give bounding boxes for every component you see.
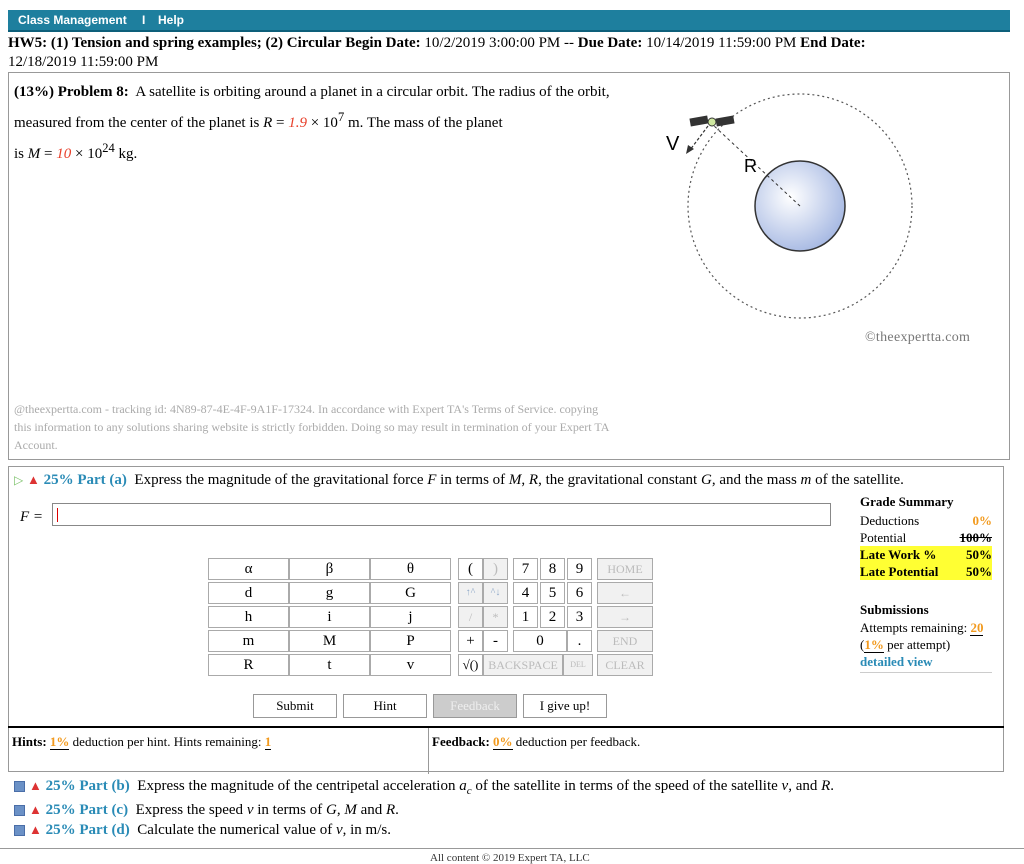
problem-number: Problem 8: xyxy=(57,84,129,100)
top-nav-bar xyxy=(8,10,1010,32)
part-b-R: R xyxy=(821,778,831,794)
problem-percent: (13%) xyxy=(14,84,54,100)
key-4[interactable]: 4 xyxy=(513,582,538,604)
equals: = xyxy=(44,146,53,162)
times-ten: × 10 xyxy=(74,146,103,162)
key-backspace[interactable]: BACKSPACE xyxy=(483,654,563,676)
key-G[interactable]: G xyxy=(370,582,451,604)
collapsed-icon[interactable] xyxy=(14,781,25,792)
key-2[interactable]: 2 xyxy=(540,606,565,628)
key-3[interactable]: 3 xyxy=(567,606,592,628)
hints-label: Hints: xyxy=(12,734,47,749)
key-R[interactable]: R xyxy=(208,654,289,676)
part-b-text: Express the magnitude of the centripetal acceleration xyxy=(137,778,456,794)
collapsed-icon[interactable] xyxy=(14,805,25,816)
feedback-deduction: 0% xyxy=(493,734,513,749)
problem-statement xyxy=(14,80,624,167)
potential-row xyxy=(860,529,992,546)
part-d-text: Calculate the numerical value of xyxy=(137,822,333,838)
part-a-prompt-G: G xyxy=(700,472,712,488)
part-b-accel: a xyxy=(459,778,467,794)
key-subscript[interactable]: ^↓ xyxy=(483,582,508,604)
submissions-title: Submissions xyxy=(860,602,929,617)
key-home[interactable]: HOME xyxy=(597,558,653,580)
part-b-text3: , and xyxy=(788,778,818,794)
part-a-label: 25% Part (a) xyxy=(43,472,127,488)
answer-input[interactable] xyxy=(52,503,831,526)
radius-symbol: R xyxy=(263,115,273,131)
key-open-paren[interactable]: ( xyxy=(458,558,483,580)
class-management-link[interactable]: Class Management xyxy=(18,13,127,27)
attempts-label: Attempts remaining: xyxy=(860,620,968,635)
key-v[interactable]: v xyxy=(370,654,451,676)
problem-text-line1: A satellite is orbiting around a planet in a circular orbit. The radius of xyxy=(135,84,552,100)
warning-icon: ▲ xyxy=(29,822,42,837)
key-h[interactable]: h xyxy=(208,606,289,628)
paren: ( xyxy=(860,637,865,652)
key-8[interactable]: 8 xyxy=(540,558,565,580)
part-a-prompt-m: m xyxy=(800,472,812,488)
grade-summary-title: Grade Summary xyxy=(860,494,954,509)
submit-button[interactable]: Submit xyxy=(253,694,337,718)
key-end[interactable]: END xyxy=(597,630,653,652)
part-b-label: 25% Part (b) xyxy=(45,778,130,794)
part-d-label: 25% Part (d) xyxy=(45,822,130,838)
problem-text-line2: the orbit, measured from the center of the planet is xyxy=(14,84,610,131)
footer-copyright: All content © 2019 Expert TA, LLC xyxy=(430,852,590,864)
part-a-prompt-M: M xyxy=(508,472,522,488)
late-potential-label: Late Potential xyxy=(860,564,939,579)
part-a-prompt-3: , the gravitational constant xyxy=(538,472,698,488)
deductions-row xyxy=(860,512,992,529)
part-d-row[interactable] xyxy=(14,822,391,839)
part-c-and: and xyxy=(360,802,383,818)
key-superscript[interactable]: ↑^ xyxy=(458,582,483,604)
begin-label: Begin Date: xyxy=(345,35,421,51)
part-a-prompt-1: Express the magnitude of the gravitational force xyxy=(134,472,424,488)
late-work-value: 50% xyxy=(966,547,992,562)
late-potential-row xyxy=(860,563,992,580)
hw-title: HW5: (1) Tension and spring examples; (2) Circular xyxy=(8,35,342,51)
part-d-text2: , in m/s. xyxy=(342,822,391,838)
feedback-info xyxy=(432,734,640,750)
part-a-prompt-F: F xyxy=(427,472,437,488)
key-m[interactable]: m xyxy=(208,630,289,652)
mass-symbol: M xyxy=(27,146,41,162)
key-M[interactable]: M xyxy=(289,630,370,652)
velocity-label: V xyxy=(666,133,680,155)
warning-icon: ▲ xyxy=(26,472,40,487)
part-a-comma: , xyxy=(521,472,526,488)
late-potential-value: 50% xyxy=(966,564,992,579)
part-c-text: Express the speed xyxy=(135,802,244,818)
key-alpha[interactable]: α xyxy=(208,558,289,580)
key-right-arrow[interactable]: → xyxy=(597,606,653,628)
orbit-diagram xyxy=(660,90,940,330)
hints-feedback-row xyxy=(8,726,1004,774)
key-j[interactable]: j xyxy=(370,606,451,628)
part-a-prompt-2: in terms of xyxy=(440,472,506,488)
feedback-label: Feedback: xyxy=(432,734,490,749)
part-b-row[interactable] xyxy=(14,778,834,797)
expand-arrow-icon[interactable]: ▷ xyxy=(14,473,24,487)
attempts-value: 20 xyxy=(970,620,984,635)
key-minus[interactable]: - xyxy=(483,630,508,652)
part-c-end: . xyxy=(395,802,399,818)
hints-remaining: 1 xyxy=(264,734,272,749)
key-close-paren[interactable]: ) xyxy=(483,558,508,580)
nav-separator: I xyxy=(142,13,146,27)
grade-summary xyxy=(860,494,992,673)
mass-exponent: 24 xyxy=(102,141,115,155)
potential-value: 100% xyxy=(959,530,992,545)
answer-label: F = xyxy=(20,509,44,525)
key-divide[interactable]: / xyxy=(458,606,483,628)
part-a-header xyxy=(14,472,1004,489)
warning-icon: ▲ xyxy=(29,778,42,793)
key-del[interactable]: DEL xyxy=(563,654,593,676)
hint-button[interactable]: Hint xyxy=(343,694,427,718)
radius-label: R xyxy=(744,156,757,176)
radius-value: 1.9 xyxy=(288,115,307,131)
key-plus[interactable]: + xyxy=(458,630,483,652)
assignment-header xyxy=(8,34,1010,72)
late-work-row xyxy=(860,546,992,563)
per-attempt-row xyxy=(860,637,992,654)
attempts-row xyxy=(860,620,992,637)
feedback-text: deduction per feedback. xyxy=(515,734,641,749)
part-a-prompt-4: , and the mass xyxy=(711,472,797,488)
hints-info xyxy=(12,734,271,750)
problem-text-line3: is xyxy=(14,146,25,162)
key-clear[interactable]: CLEAR xyxy=(597,654,653,676)
give-up-button[interactable]: I give up! xyxy=(523,694,607,718)
deductions-label: Deductions xyxy=(860,513,920,528)
hints-deduction: 1% xyxy=(49,734,70,749)
mass-unit: kg. xyxy=(118,146,138,162)
detailed-view-link[interactable]: detailed view xyxy=(860,654,933,669)
key-i[interactable]: i xyxy=(289,606,370,628)
key-decimal[interactable]: . xyxy=(567,630,592,652)
key-6[interactable]: 6 xyxy=(567,582,592,604)
part-a-prompt-5: of the satellite. xyxy=(815,472,904,488)
deductions-value: 0% xyxy=(972,513,992,528)
help-link[interactable]: Help xyxy=(158,13,185,27)
begin-date: 10/2/2019 3:00:00 PM xyxy=(424,35,561,51)
key-t[interactable]: t xyxy=(289,654,370,676)
part-b-text2: of the satellite in terms of the speed of the satellite xyxy=(475,778,778,794)
part-c-v: v xyxy=(246,802,254,818)
part-c-label: 25% Part (c) xyxy=(45,802,129,818)
part-c-row[interactable] xyxy=(14,802,399,819)
divider xyxy=(428,728,429,774)
part-c-comma: , xyxy=(336,802,341,818)
tracking-notice: @theexpertta.com - tracking id: 4N89-87-4E-4F-9A1F-17324. In accordance with Expert TA's Terms of Service. copying this information to any solutions sharing website is strictly forbidden. Doing so may result in termination of your Expert TA Account. xyxy=(14,402,609,452)
key-P[interactable]: P xyxy=(370,630,451,652)
radius-exponent: 7 xyxy=(337,110,345,124)
mass-value: 10 xyxy=(56,146,72,162)
date-dash: -- xyxy=(564,35,575,51)
footer-divider xyxy=(0,848,1024,849)
figure-copyright: ©theexpertta.com xyxy=(865,330,971,345)
key-sqrt[interactable]: √() xyxy=(458,654,483,676)
key-5[interactable]: 5 xyxy=(540,582,565,604)
part-c-R: R xyxy=(386,802,396,818)
end-date: 12/18/2019 11:59:00 PM xyxy=(8,54,159,70)
key-theta[interactable]: θ xyxy=(370,558,451,580)
end-label: End Date: xyxy=(800,35,866,51)
part-c-M: M xyxy=(344,802,357,818)
part-b-sub: c xyxy=(466,785,472,797)
hints-text: deduction per hint. Hints remaining: xyxy=(72,734,262,749)
key-d[interactable]: d xyxy=(208,582,289,604)
feedback-button[interactable]: Feedback xyxy=(433,694,517,718)
potential-label: Potential xyxy=(860,530,907,545)
due-date: 10/14/2019 11:59:00 PM xyxy=(646,35,797,51)
equals: = xyxy=(276,115,285,131)
key-beta[interactable]: β xyxy=(289,558,370,580)
radius-unit: m. The mass of the planet xyxy=(347,115,503,131)
part-c-G: G xyxy=(325,802,337,818)
part-a-prompt-R: R xyxy=(528,472,539,488)
key-1[interactable]: 1 xyxy=(513,606,538,628)
collapsed-icon[interactable] xyxy=(14,825,25,836)
key-9[interactable]: 9 xyxy=(567,558,592,580)
due-label: Due Date: xyxy=(577,35,643,51)
velocity-arrow xyxy=(690,126,708,150)
key-left-arrow[interactable]: ← xyxy=(597,582,653,604)
key-7[interactable]: 7 xyxy=(513,558,538,580)
warning-icon: ▲ xyxy=(29,802,42,817)
per-attempt-pct: 1% xyxy=(864,637,884,652)
part-b-v: v xyxy=(781,778,789,794)
part-d-v: v xyxy=(335,822,343,838)
part-c-text2: in terms of xyxy=(257,802,323,818)
key-0[interactable]: 0 xyxy=(513,630,567,652)
key-g[interactable]: g xyxy=(289,582,370,604)
satellite-icon xyxy=(689,115,734,126)
key-multiply[interactable]: * xyxy=(483,606,508,628)
times-ten: × 10 xyxy=(310,115,338,131)
late-work-label: Late Work % xyxy=(860,547,937,562)
per-attempt-text: per attempt) xyxy=(887,637,951,652)
part-b-end: . xyxy=(830,778,835,794)
